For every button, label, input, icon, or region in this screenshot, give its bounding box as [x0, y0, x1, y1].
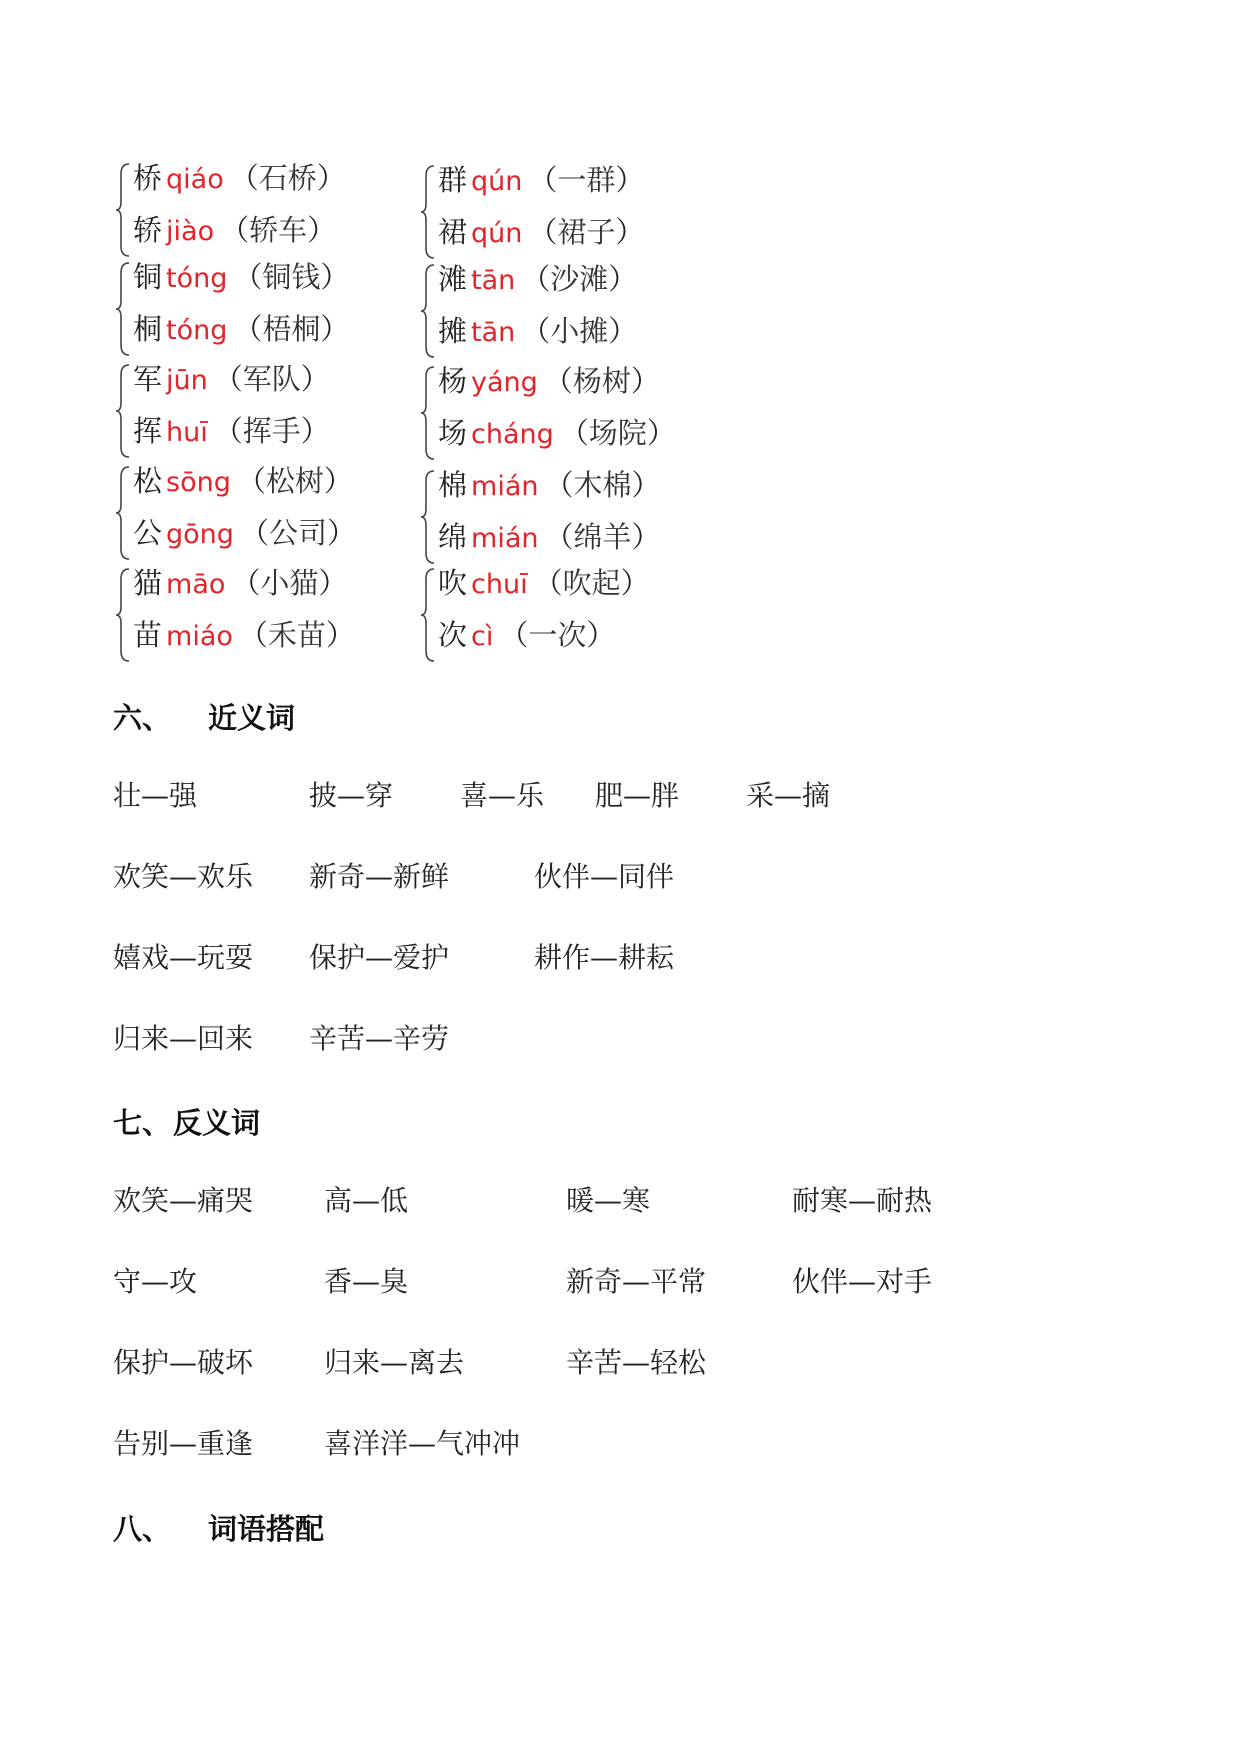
brace-icon: [420, 164, 436, 260]
synonym-pair: 伙伴—同伴: [534, 860, 675, 893]
char-entry: 次 cì （一次）: [438, 618, 616, 652]
char-entry: 松 sōng （松树）: [133, 464, 353, 498]
char-entry: 军 jūn （军队）: [133, 362, 330, 396]
example-word: 小摊: [550, 314, 609, 348]
antonym-pair: 告别—重逢: [113, 1427, 254, 1460]
pinyin: chuī: [471, 569, 528, 600]
example-word: 吹起: [562, 566, 621, 600]
synonym-pair: 披—穿: [309, 779, 394, 812]
char-entry: 摊 tān （小摊）: [438, 314, 638, 348]
char-pair-group: [115, 361, 445, 461]
example-word: 铜钱: [262, 260, 321, 294]
pinyin: tóng: [166, 315, 228, 346]
char-entry: 吹 chuī （吹起）: [438, 566, 650, 600]
pinyin: mián: [471, 471, 539, 502]
antonym-pair: 高—低: [324, 1184, 409, 1217]
synonym-pair: 新奇—新鲜: [309, 860, 450, 893]
example-word: 木棉: [573, 468, 632, 502]
character: 桥: [133, 161, 163, 195]
brace-icon: [420, 365, 436, 461]
synonym-pair: 辛苦—辛劳: [309, 1022, 450, 1055]
brace-icon: [420, 469, 436, 565]
synonym-pair: 保护—爱护: [309, 941, 450, 974]
pinyin: qiáo: [166, 164, 224, 195]
example-word: 一群: [557, 163, 616, 197]
synonym-pair: 壮—强: [113, 779, 198, 812]
char-pair-group: [420, 363, 750, 463]
character: 吹: [438, 566, 468, 600]
example-word: 小猫: [260, 566, 319, 600]
pinyin: qún: [471, 218, 523, 249]
character: 轿: [133, 213, 163, 247]
character: 棉: [438, 468, 468, 502]
character: 杨: [438, 364, 468, 398]
antonym-pair: 守—攻: [113, 1265, 198, 1298]
example-word: 军队: [242, 362, 301, 396]
brace-icon: [420, 263, 436, 359]
antonym-pair: 暖—寒: [566, 1184, 651, 1217]
synonym-pair: 耕作—耕耘: [534, 941, 675, 974]
brace-icon: [115, 465, 131, 561]
char-entry: 挥 huī （挥手）: [133, 414, 330, 448]
pinyin: sōng: [166, 467, 231, 498]
pinyin: cháng: [471, 419, 554, 450]
brace-icon: [115, 567, 131, 663]
example-word: 松树: [265, 464, 324, 498]
char-entry: 滩 tān （沙滩）: [438, 262, 638, 296]
character: 挥: [133, 414, 163, 448]
section-title: 词语搭配: [208, 1512, 325, 1546]
example-word: 梧桐: [262, 312, 321, 346]
character: 场: [438, 416, 468, 450]
synonym-pair: 喜—乐: [460, 779, 545, 812]
synonym-pair: 采—摘: [746, 779, 831, 812]
pinyin: māo: [166, 569, 226, 600]
brace-icon: [420, 567, 436, 663]
char-entry: 裙 qún （裙子）: [438, 215, 645, 249]
char-entry: 苗 miáo （禾苗）: [133, 618, 355, 652]
example-word: 裙子: [557, 215, 616, 249]
antonym-pair: 保护—破坏: [113, 1346, 254, 1379]
pinyin: qún: [471, 166, 523, 197]
antonym-pair: 香—臭: [324, 1265, 409, 1298]
pinyin: yáng: [471, 367, 538, 398]
character: 次: [438, 618, 468, 652]
example-word: 轿车: [249, 213, 308, 247]
pinyin: tóng: [166, 263, 228, 294]
section-number: 八、: [113, 1512, 172, 1546]
char-pair-group: [420, 162, 750, 262]
character: 滩: [438, 262, 468, 296]
example-word: 场院: [588, 416, 647, 450]
antonym-pair: 归来—离去: [324, 1346, 465, 1379]
char-pair-group: [420, 261, 750, 361]
antonym-pair: 欢笑—痛哭: [113, 1184, 254, 1217]
char-entry: 公 gōng （公司）: [133, 516, 356, 550]
antonym-pair: 新奇—平常: [566, 1265, 707, 1298]
char-entry: 杨 yáng （杨树）: [438, 364, 660, 398]
char-entry: 场 cháng （场院）: [438, 416, 676, 450]
antonym-pair: 喜洋洋—气冲冲: [324, 1427, 521, 1460]
character: 桐: [133, 312, 163, 346]
character: 松: [133, 464, 163, 498]
synonym-pair: 肥—胖: [595, 779, 680, 812]
pinyin: cì: [471, 621, 494, 652]
example-word: 绵羊: [573, 520, 632, 554]
example-word: 石桥: [258, 161, 317, 195]
char-entry: 桐 tóng （梧桐）: [133, 312, 350, 346]
brace-icon: [115, 363, 131, 459]
example-word: 禾苗: [267, 618, 326, 652]
char-entry: 桥 qiáo （石桥）: [133, 161, 346, 195]
char-pair-group: [115, 463, 445, 563]
section-heading-collocation: [113, 1507, 325, 1548]
antonym-pair: 耐寒—耐热: [792, 1184, 933, 1217]
section-number: 七、: [113, 1106, 172, 1140]
character: 猫: [133, 566, 163, 600]
char-pair-group: [115, 160, 445, 260]
example-word: 挥手: [242, 414, 301, 448]
example-word: 沙滩: [550, 262, 609, 296]
section-title: 近义词: [208, 701, 296, 735]
character: 公: [133, 516, 163, 550]
pinyin: jiào: [166, 216, 215, 247]
pinyin: huī: [166, 417, 208, 448]
synonym-pair: 嬉戏—玩耍: [113, 941, 254, 974]
section-title: 反义词: [173, 1106, 261, 1140]
char-pair-group: [115, 565, 445, 665]
antonym-pair: 伙伴—对手: [792, 1265, 933, 1298]
character: 铜: [133, 260, 163, 294]
synonym-pair: 归来—回来: [113, 1022, 254, 1055]
example-word: 杨树: [572, 364, 631, 398]
example-word: 公司: [268, 516, 327, 550]
pinyin: miáo: [166, 621, 233, 652]
character: 群: [438, 163, 468, 197]
antonym-pair: 辛苦—轻松: [566, 1346, 707, 1379]
character: 绵: [438, 520, 468, 554]
char-entry: 轿 jiào （轿车）: [133, 213, 337, 247]
pinyin: mián: [471, 523, 539, 554]
char-entry: 群 qún （一群）: [438, 163, 645, 197]
pinyin: tān: [471, 265, 516, 296]
char-entry: 铜 tóng （铜钱）: [133, 260, 350, 294]
character: 军: [133, 362, 163, 396]
char-entry: 猫 māo （小猫）: [133, 566, 348, 600]
char-pair-group: [115, 259, 445, 359]
pinyin: jūn: [166, 365, 208, 396]
char-pair-group: [420, 467, 750, 567]
char-entry: 棉 mián （木棉）: [438, 468, 661, 502]
section-number: 六、: [113, 701, 172, 735]
brace-icon: [115, 261, 131, 357]
section-heading-synonyms: [113, 696, 296, 737]
char-pair-group: [420, 565, 750, 665]
example-word: 一次: [528, 618, 587, 652]
character: 裙: [438, 215, 468, 249]
char-entry: 绵 mián （绵羊）: [438, 520, 661, 554]
section-heading-antonyms: [113, 1101, 261, 1142]
pinyin: gōng: [166, 519, 234, 550]
synonym-pair: 欢笑—欢乐: [113, 860, 254, 893]
pinyin: tān: [471, 317, 516, 348]
character: 苗: [133, 618, 163, 652]
brace-icon: [115, 162, 131, 258]
character: 摊: [438, 314, 468, 348]
